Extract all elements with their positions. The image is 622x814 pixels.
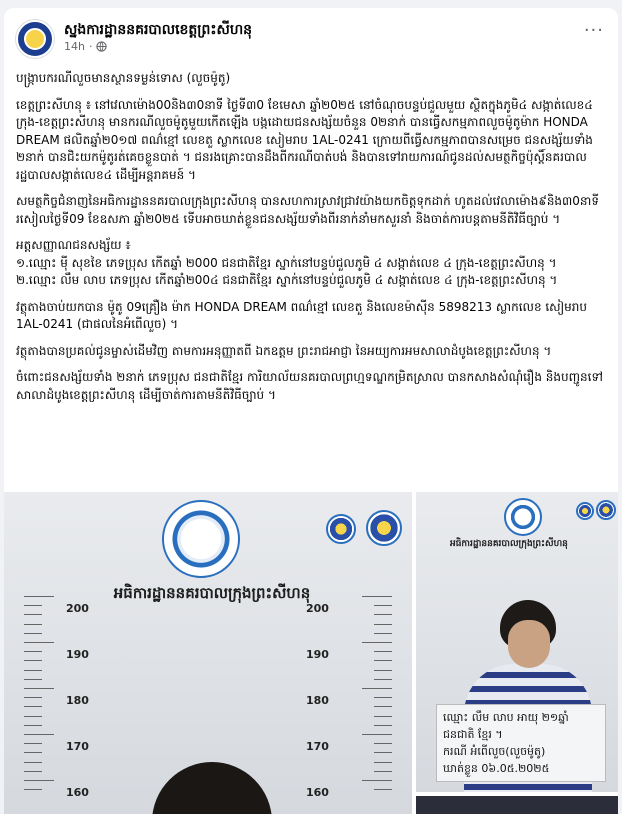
scale-tick [24,752,42,753]
scale-label-right: 190 [306,648,329,661]
scale-tick [374,706,392,707]
police-seal-icon [504,498,542,536]
scale-tick [374,716,392,717]
scale-row [4,648,412,662]
more-options-button[interactable]: ··· [583,20,604,41]
scale-label-left: 170 [66,740,89,753]
scale-tick [24,771,42,772]
scale-label-right: 160 [306,786,329,799]
post-paragraph-prosecution: ចំពោះជនសង្ស័យទាំង ២នាក់ ភេទប្រុស ជនជាតិខ្មែរ ការិយាល័យនគរបាលព្រហ្មទណ្ឌកម្រិតស្រាល បានកសាងសំណុំរឿង និងបញ្ជូនទៅសាលាដំបូងខេត្តព្រះសីហនុ ដើម្បីចាត់ការតាមនីតិវិធីច្បាប់ ។ [16,370,603,402]
scale-tick [374,651,392,652]
post-paragraph-headline: បង្ក្រាបករណីលួចមានស្ថានទម្ងន់ទោស (លួចម៉ូតូ) [16,71,231,85]
placard-nationality: ជនជាតិ ខ្មែរ ។ [443,728,503,741]
police-emblem-icon [24,28,46,50]
police-badge-icon [576,502,594,520]
scale-tick [24,642,54,643]
scale-tick [24,743,42,744]
scale-tick [24,596,54,597]
post-paragraph-incident: ខេត្តព្រះសីហនុ ៖ នៅវេលាម៉ោង00និង៣0នាទី ថ្ងៃទី៣0 ខែមេសា ឆ្នាំ២0២៥ នៅចំណុចបន្ទប់ជួលមួយ ស្ថិតក្នុងភូមិ៤ សង្កាត់លេខ៤ ក្រុង-ខេត្តព្រះសីហនុ មានករណីលួចម៉ូតូមួយកើតឡើង បង្កដោយជនសង្ស័យចំនួន 0២នាក់ បានធ្វើសកម្មភាពលួចម៉ូតូម៉ាក HONDA DREAM ផលិតឆ្នាំ២0១៧ ពណ៌ខ្មៅ លេខតួ ស្លាកលេខ សៀមរាប 1AL-0241 ក្រោយពីធ្វើសកម្មភាពបានសម្រេច ជនសង្ស័យទាំង ២នាក់ បានជិះយកម៉ូតូរត់គេចខ្លួនបាត់ ។ ជនរងគ្រោះបានដឹងពីករណីបាត់បង់ និងបានទៅរាយការណ៍ជូនដល់សមត្ថកិច្ចប៉ុស្តិ៍នគរបាលរដ្ឋបាលសង្កាត់លេខ៤ ដើម្បីអន្តរាគមន៍ ។ [16,97,593,182]
scale-tick [24,780,54,781]
scale-tick [362,734,392,735]
scale-tick [374,679,392,680]
scale-tick [24,651,42,652]
post-paragraph-investigation: សមត្ថកិច្ចជំនាញនៃអធិការដ្ឋាននគរបាលក្រុងព្រះសីហនុ បានសហការស្រាវជ្រាវយ៉ាងយកចិត្តទុកដាក់ ហូតដល់វេលាម៉ោង៩និង៣0នាទី រសៀលថ្ងៃទី09 ខែឧសភា ឆ្នាំ២0២៥ ទើបអាចឃាត់ខ្លួនជនសង្ស័យទាំងពីរនាក់នាំមកសួរនាំ និងចាត់ការបន្តតាមនីតិវិធីច្បាប់ ។ [16,194,599,226]
post-header [4,8,618,64]
police-seal-icon [162,500,240,578]
scale-tick [374,771,392,772]
suspect-placard [436,704,606,782]
scale-row [4,602,412,616]
scale-tick [24,697,42,698]
globe-icon [96,41,107,52]
scale-tick [362,688,392,689]
post-card [4,8,618,814]
scale-tick [24,716,42,717]
scale-tick [374,633,392,634]
placard-date: ឃាត់ខ្លួន 0៦.0៥.២0២៥ [443,762,550,775]
police-badge-icon [326,514,356,544]
scale-tick [24,679,42,680]
scale-tick [374,614,392,615]
scale-label-right: 200 [306,602,329,615]
scale-tick [362,780,392,781]
scale-label-left: 180 [66,694,89,707]
scale-tick [374,762,392,763]
scale-tick [374,670,392,671]
scale-tick [24,725,42,726]
scale-tick [374,697,392,698]
placard-case: ករណី អំពើលួច(លួចម៉ូតូ) [443,745,546,758]
board-title: អធិការដ្ឋាននគរបាលក្រុងព្រះសីហនុ [450,539,568,549]
photo-suspect-side[interactable] [416,492,618,792]
scale-label-right: 180 [306,694,329,707]
scale-label-left: 160 [66,786,89,799]
scale-tick [24,633,42,634]
scale-label-left: 190 [66,648,89,661]
scale-tick [362,642,392,643]
emblem-icon [366,510,402,546]
photo-suspect-third[interactable] [416,796,618,814]
scale-tick [24,734,54,735]
scale-tick [374,624,392,625]
suspect-face [508,620,550,668]
scale-tick [374,743,392,744]
scale-tick [24,762,42,763]
post-time[interactable]: 14h [64,40,85,53]
scale-row [4,740,412,754]
scale-tick [24,670,42,671]
post-paragraph-suspects: អត្តសញ្ញាណជនសង្ស័យ ៖ ១.ឈ្មោះ ម៉ី សុខខៃ ភេទប្រុស កើតឆ្នាំ ២000 ជនជាតិខ្មែរ ស្នាក់នៅបន្ទប់ជួលភូមិ ៤ សង្កាត់លេខ ៤ ក្រុង-ខេត្តព្រះសីហនុ ។ ២.ឈ្មោះ លឹម លាប ភេទប្រុស កើតឆ្នាំ២00៤ ជនជាតិខ្មែរ ស្នាក់នៅបន្ទប់ជួលភូមិ ៤ សង្កាត់លេខ ៤ ក្រុង-ខេត្តព្រះសីហនុ ។ [16,238,558,287]
emblem-icon [596,500,616,520]
scale-tick [374,752,392,753]
post-photos [4,492,618,814]
scale-tick [374,660,392,661]
post-meta: 14h · [64,40,107,53]
board-title: អធិការដ្ឋាននគរបាលក្រុងព្រះសីហនុ [113,584,311,602]
scale-tick [24,624,42,625]
scale-tick [374,789,392,790]
scale-label-right: 170 [306,740,329,753]
page-name[interactable]: ស្នងការដ្ឋាននគរបាលខេត្តព្រះសីហនុ [64,22,253,38]
post-paragraph-evidence: វត្ថុតាងចាប់យកបាន ម៉ូតូ 09គ្រឿង ម៉ាក HONDA DREAM ពណ៌ខ្មៅ លេខតួ និងលេខម៉ាស៊ីន 5898213 ស្លាកលេខ សៀមរាប 1AL-0241 (ជាផលនៃអំពើលួច) ។ [16,299,588,331]
scale-row [4,694,412,708]
post-body [16,70,606,413]
post-paragraph-returned: វត្ថុតាងបានប្រគល់ជូនម្ចាស់ដើមវិញ តាមការអនុញ្ញាតពី ឯកឧត្តម ព្រះរាជអាជ្ញា នៃអយ្យការអមសាលាដំបូងខេត្តព្រះសីហនុ ។ [16,343,552,358]
placard-name: ឈ្មោះ លឹម លាប អាយុ ២១ឆ្នាំ [443,711,569,724]
photo-suspect-main[interactable] [4,492,412,814]
scale-tick [24,706,42,707]
page-avatar[interactable] [16,20,54,58]
scale-tick [24,660,42,661]
scale-label-left: 200 [66,602,89,615]
scale-tick [24,605,42,606]
scale-tick [24,614,42,615]
scale-tick [24,688,54,689]
scale-tick [374,605,392,606]
scale-tick [362,596,392,597]
scale-tick [374,725,392,726]
scale-tick [24,789,42,790]
